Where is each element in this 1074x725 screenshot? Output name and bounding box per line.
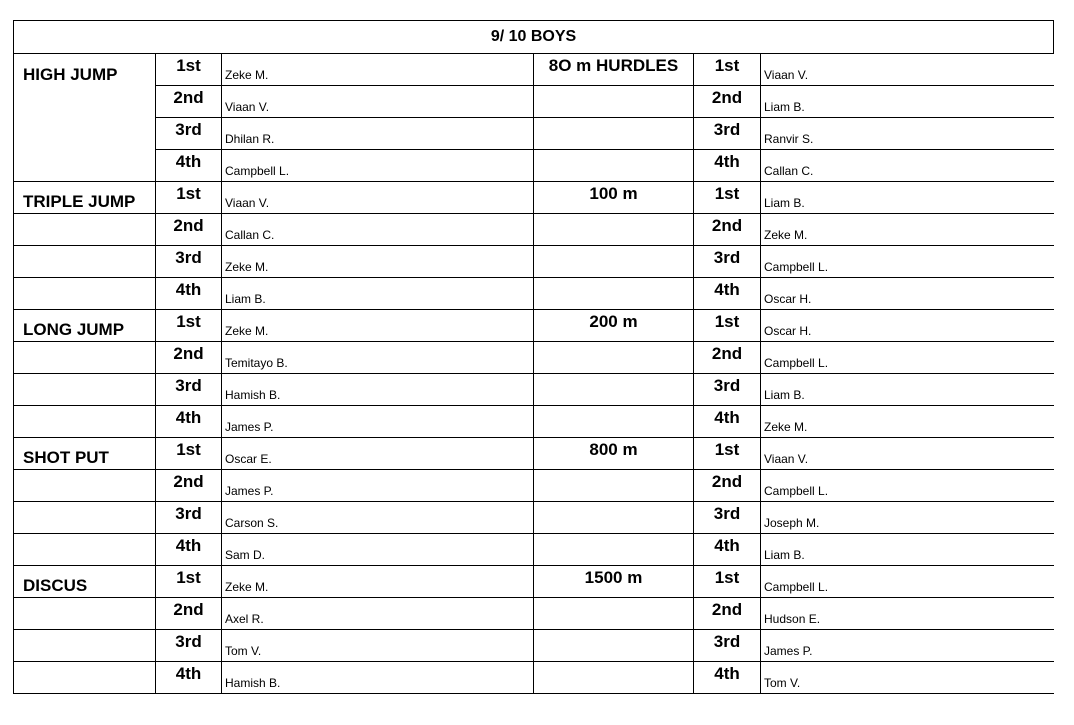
place-label: 2nd (694, 86, 761, 118)
place-label: 2nd (694, 342, 761, 374)
place-label: 3rd (156, 118, 222, 150)
athlete-name: James P. (761, 630, 1054, 662)
table-row (14, 470, 1054, 502)
table-row (14, 310, 1054, 342)
athlete-name: Liam B. (761, 374, 1054, 406)
place-label: 1st (694, 182, 761, 214)
event-name: TRIPLE JUMP (14, 182, 156, 214)
place-label: 4th (694, 406, 761, 438)
place-label: 3rd (156, 246, 222, 278)
event-name: 200 m (534, 310, 694, 342)
place-label: 3rd (694, 502, 761, 534)
place-label: 1st (694, 566, 761, 598)
place-label: 4th (694, 534, 761, 566)
place-label: 1st (694, 54, 761, 86)
table-row (14, 118, 1054, 150)
athlete-name: James P. (222, 470, 534, 502)
event-cell-empty (534, 214, 694, 246)
page-title: 9/ 10 BOYS (14, 21, 1054, 54)
place-label: 3rd (694, 246, 761, 278)
event-name: 100 m (534, 182, 694, 214)
event-name: DISCUS (14, 566, 156, 598)
athlete-name: Carson S. (222, 502, 534, 534)
event-cell-empty (534, 278, 694, 310)
event-cell-empty (534, 406, 694, 438)
place-label: 2nd (694, 598, 761, 630)
event-cell-empty (534, 598, 694, 630)
place-label: 3rd (694, 374, 761, 406)
athlete-name: Campbell L. (761, 470, 1054, 502)
event-cell-empty (534, 342, 694, 374)
event-cell-empty (534, 150, 694, 182)
athlete-name: Viaan V. (222, 86, 534, 118)
place-label: 3rd (156, 630, 222, 662)
place-label: 1st (156, 438, 222, 470)
athlete-name: Zeke M. (222, 566, 534, 598)
event-cell-empty (14, 246, 156, 278)
athlete-name: Oscar H. (761, 310, 1054, 342)
athlete-name: Oscar E. (222, 438, 534, 470)
athlete-name: Viaan V. (761, 54, 1054, 86)
event-cell-empty (534, 118, 694, 150)
athlete-name: Oscar H. (761, 278, 1054, 310)
athlete-name: James P. (222, 406, 534, 438)
athlete-name: Campbell L. (761, 566, 1054, 598)
athlete-name: Zeke M. (222, 54, 534, 86)
place-label: 4th (156, 278, 222, 310)
place-label: 1st (694, 310, 761, 342)
table-row (14, 630, 1054, 662)
table-row (14, 246, 1054, 278)
event-cell-empty (534, 502, 694, 534)
table-row (14, 214, 1054, 246)
athlete-name: Dhilan R. (222, 118, 534, 150)
athlete-name: Liam B. (761, 182, 1054, 214)
event-cell-empty (14, 630, 156, 662)
event-name: LONG JUMP (14, 310, 156, 342)
athlete-name: Zeke M. (222, 246, 534, 278)
event-cell-empty (14, 278, 156, 310)
athlete-name: Hamish B. (222, 662, 534, 694)
athlete-name: Ranvir S. (761, 118, 1054, 150)
athlete-name: Zeke M. (761, 214, 1054, 246)
place-label: 1st (156, 182, 222, 214)
event-name: 1500 m (534, 566, 694, 598)
table-row (14, 374, 1054, 406)
table-row (14, 54, 1054, 86)
table-row (14, 438, 1054, 470)
place-label: 4th (694, 278, 761, 310)
athlete-name: Zeke M. (761, 406, 1054, 438)
place-label: 4th (156, 534, 222, 566)
place-label: 1st (156, 310, 222, 342)
place-label: 2nd (156, 86, 222, 118)
event-cell-empty (14, 502, 156, 534)
table-row (14, 566, 1054, 598)
event-cell-empty (534, 534, 694, 566)
athlete-name: Joseph M. (761, 502, 1054, 534)
athlete-name: Campbell L. (222, 150, 534, 182)
event-cell-empty (534, 470, 694, 502)
athlete-name: Hamish B. (222, 374, 534, 406)
table-row (14, 598, 1054, 630)
athlete-name: Temitayo B. (222, 342, 534, 374)
athlete-name: Axel R. (222, 598, 534, 630)
table-row (14, 150, 1054, 182)
results-table (13, 20, 1054, 694)
place-label: 2nd (156, 214, 222, 246)
place-label: 4th (156, 150, 222, 182)
place-label: 2nd (156, 470, 222, 502)
event-cell-empty (14, 86, 156, 118)
athlete-name: Tom V. (761, 662, 1054, 694)
athlete-name: Viaan V. (761, 438, 1054, 470)
athlete-name: Liam B. (761, 86, 1054, 118)
place-label: 4th (156, 662, 222, 694)
place-label: 3rd (694, 118, 761, 150)
place-label: 1st (156, 54, 222, 86)
event-cell-empty (14, 150, 156, 182)
place-label: 3rd (694, 630, 761, 662)
place-label: 2nd (156, 342, 222, 374)
event-cell-empty (14, 598, 156, 630)
event-cell-empty (534, 630, 694, 662)
event-cell-empty (14, 534, 156, 566)
athlete-name: Tom V. (222, 630, 534, 662)
athlete-name: Liam B. (761, 534, 1054, 566)
event-cell-empty (14, 662, 156, 694)
table-row (14, 86, 1054, 118)
athlete-name: Campbell L. (761, 246, 1054, 278)
place-label: 2nd (156, 598, 222, 630)
event-name: SHOT PUT (14, 438, 156, 470)
table-row (14, 534, 1054, 566)
title-row (14, 21, 1054, 54)
athlete-name: Callan C. (222, 214, 534, 246)
place-label: 3rd (156, 374, 222, 406)
event-name: 800 m (534, 438, 694, 470)
table-row (14, 406, 1054, 438)
event-name: 8O m HURDLES (534, 54, 694, 86)
athlete-name: Hudson E. (761, 598, 1054, 630)
table-row (14, 182, 1054, 214)
table-row (14, 278, 1054, 310)
athlete-name: Callan C. (761, 150, 1054, 182)
athlete-name: Viaan V. (222, 182, 534, 214)
event-cell-empty (14, 406, 156, 438)
place-label: 2nd (694, 470, 761, 502)
table-row (14, 502, 1054, 534)
place-label: 1st (694, 438, 761, 470)
event-cell-empty (14, 214, 156, 246)
place-label: 4th (694, 662, 761, 694)
table-row (14, 662, 1054, 694)
event-cell-empty (534, 86, 694, 118)
place-label: 4th (694, 150, 761, 182)
event-cell-empty (14, 342, 156, 374)
event-cell-empty (534, 662, 694, 694)
athlete-name: Liam B. (222, 278, 534, 310)
table-row (14, 342, 1054, 374)
event-cell-empty (14, 374, 156, 406)
event-name: HIGH JUMP (14, 54, 156, 86)
place-label: 2nd (694, 214, 761, 246)
athlete-name: Sam D. (222, 534, 534, 566)
athlete-name: Campbell L. (761, 342, 1054, 374)
place-label: 1st (156, 566, 222, 598)
place-label: 4th (156, 406, 222, 438)
event-cell-empty (534, 374, 694, 406)
athlete-name: Zeke M. (222, 310, 534, 342)
event-cell-empty (14, 470, 156, 502)
event-cell-empty (14, 118, 156, 150)
event-cell-empty (534, 246, 694, 278)
place-label: 3rd (156, 502, 222, 534)
